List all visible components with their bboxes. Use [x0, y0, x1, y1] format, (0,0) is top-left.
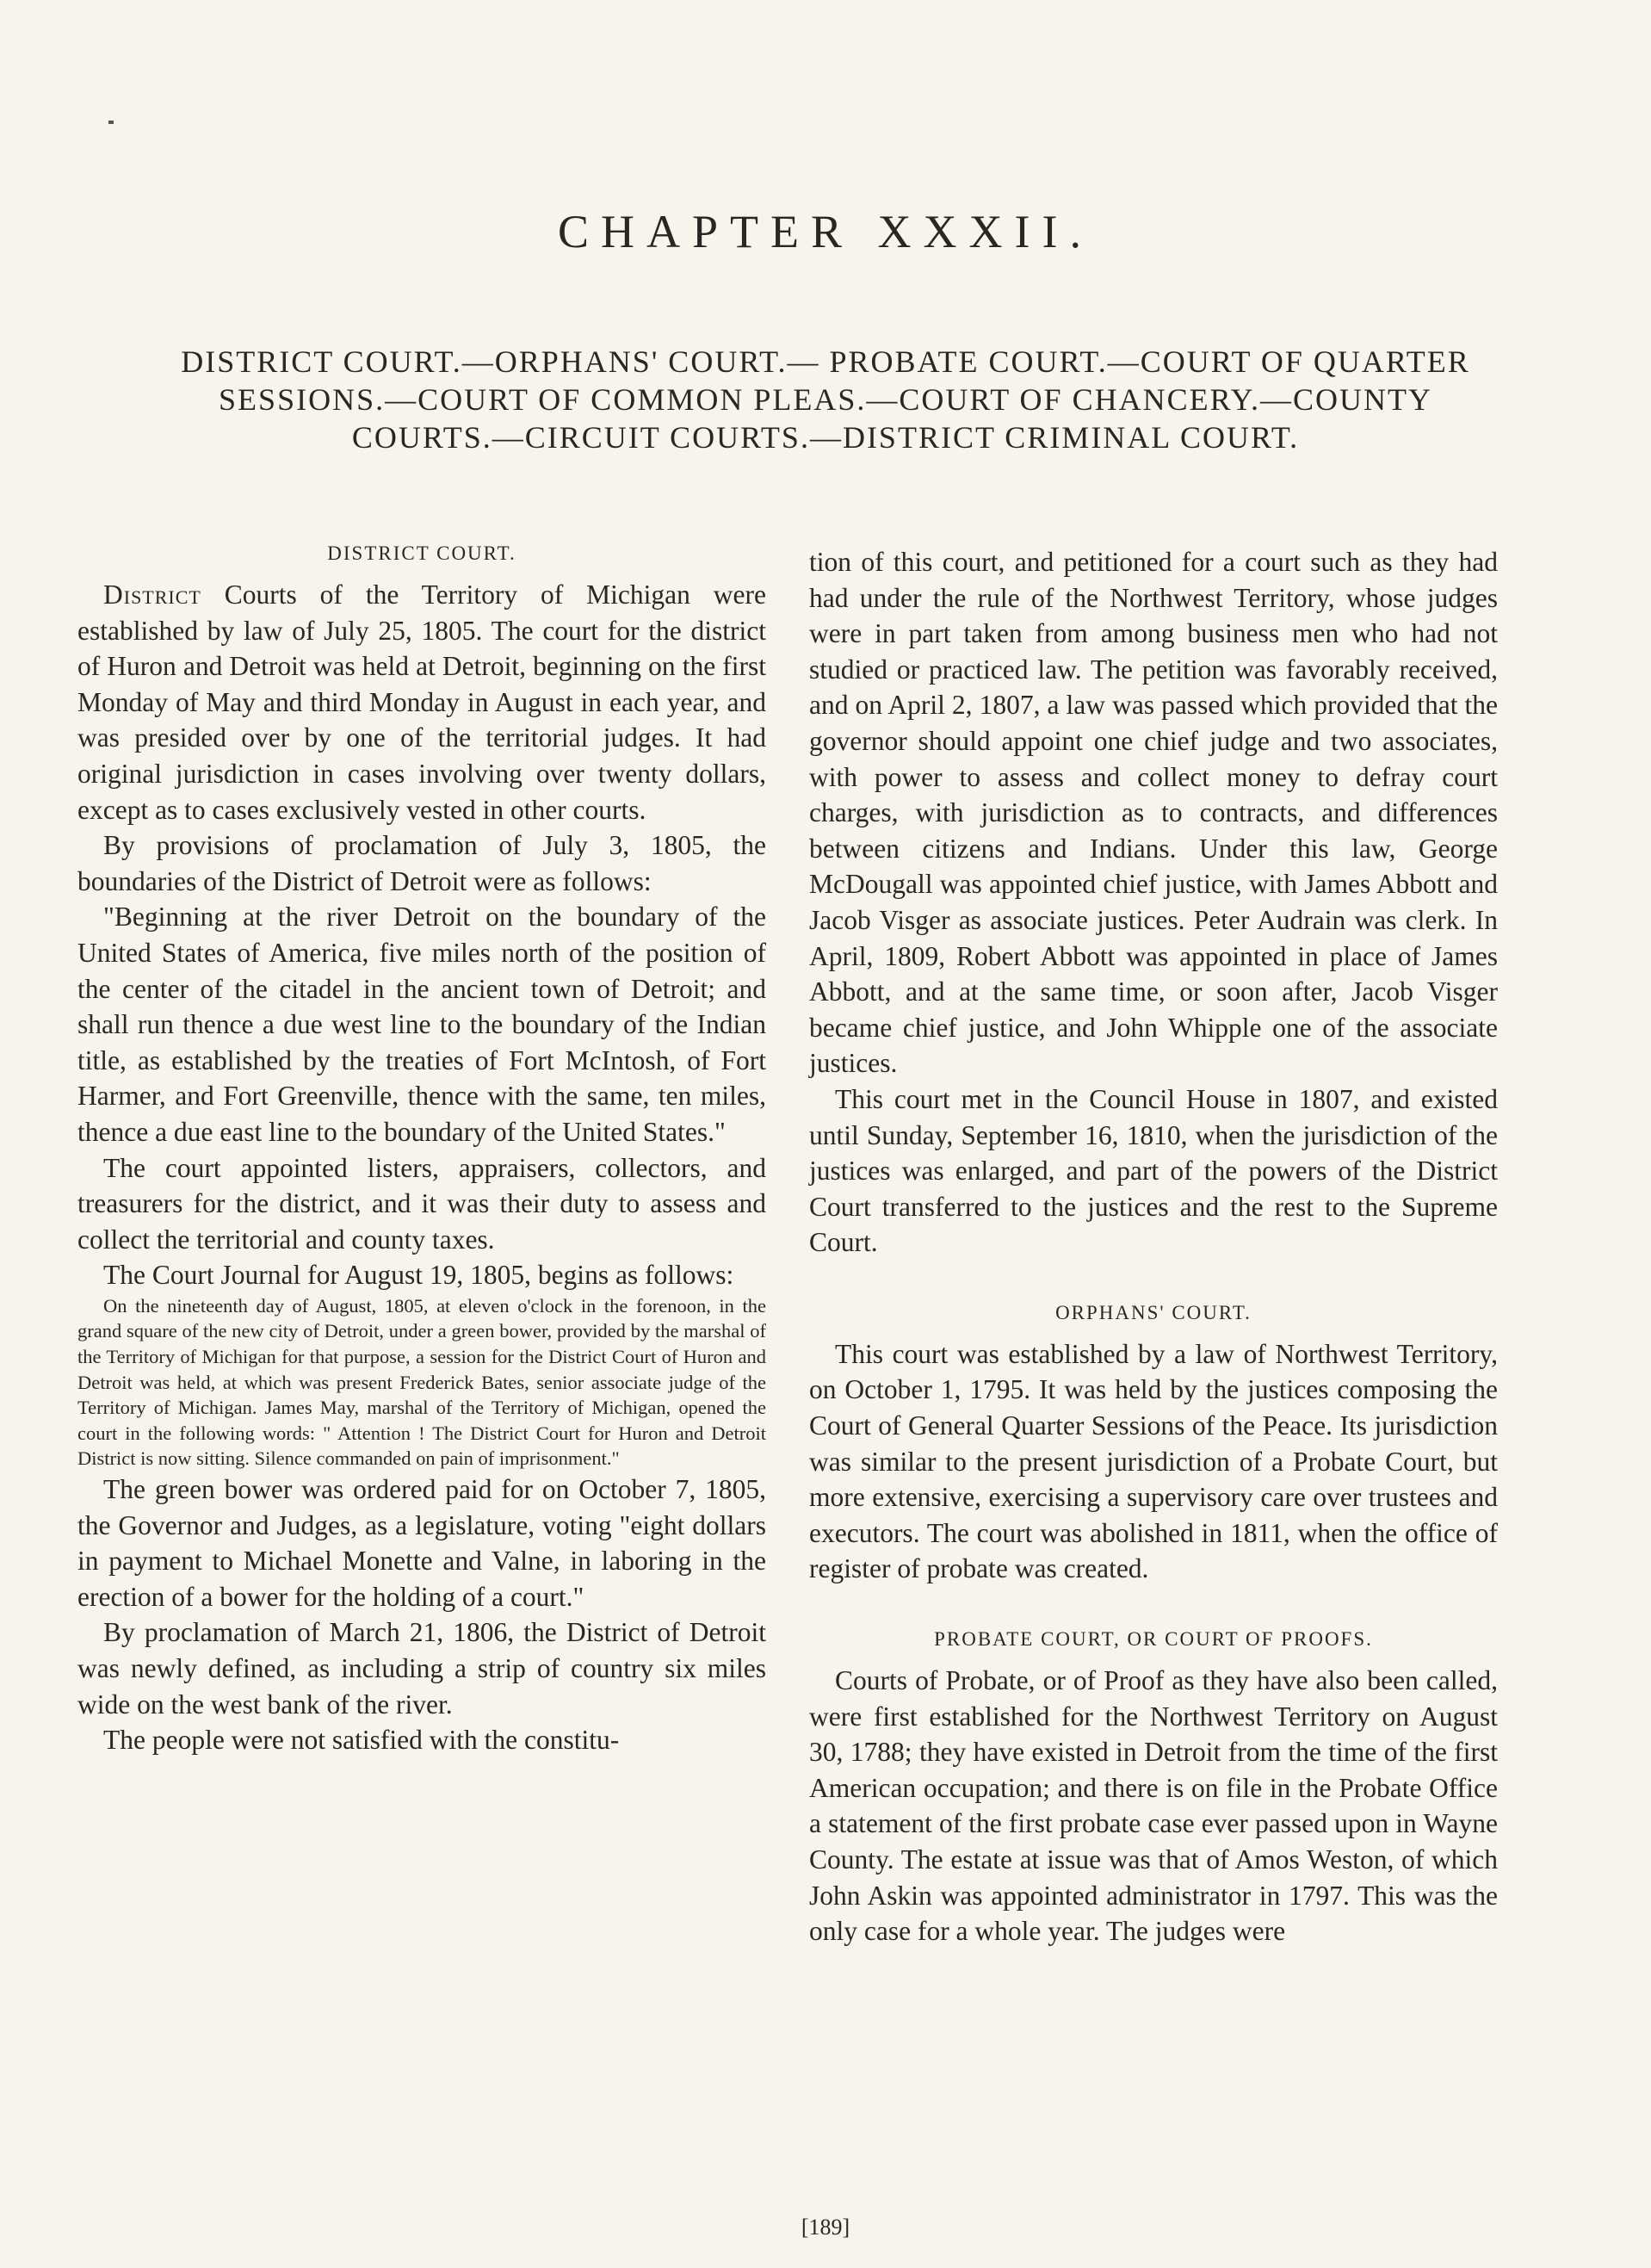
- paragraph: By provisions of proclamation of July 3, 1805, the boundaries of the District of Detroit were as follows:: [77, 830, 766, 896]
- paragraph: This court met in the Council House in 1807, and existed until Sunday, September 16, 1810, when the jurisdiction of the justices was enlarged, and part of the powers of the District Court transferred to the justices and the rest to the Supreme Court.: [809, 1083, 1498, 1258]
- paragraph: The court appointed listers, appraisers, collectors, and treasurers for the district, and it was their duty to assess and collect the territorial and county taxes.: [77, 1152, 766, 1255]
- section-heading-probate-court: PROBATE COURT, OR COURT OF PROOFS.: [934, 1628, 1373, 1651]
- section-heading-district-court: DISTRICT COURT.: [327, 542, 516, 564]
- chapter-subtitle: [77, 343, 1574, 456]
- paragraph: This court was established by a law of Northwest Territory, on October 1, 1795. It was held by the justices composing the Court of General Quarter Sessions of the Peace. Its jurisdiction was similar to the present jurisdiction of a Probate Court, but more extensive, exercising a supervisory care over trustees and executors. The court was abolished in 1811, when the office of register of probate was created.: [809, 1338, 1498, 1584]
- ink-speck: [108, 121, 114, 124]
- chapter-title: CHAPTER XXXII.: [558, 206, 1093, 257]
- paragraph: The people were not satisfied with the constitu-: [103, 1725, 620, 1756]
- paragraph: The green bower was ordered paid for on October 7, 1805, the Governor and Judges, as a legislature, voting "eight dollars in payment to Michael Monette and Valne, in laboring in the erection of a bower for the holding of a court.": [77, 1474, 766, 1612]
- paragraph: By proclamation of March 21, 1806, the District of Detroit was newly defined, as including a strip of country six miles wide on the west bank of the river.: [77, 1617, 766, 1720]
- block-quote: On the nineteenth day of August, 1805, at eleven o'clock in the forenoon, in the grand square of the new city of Detroit, under a green bower, provided by the marshal of the Territory of Michigan for that purpose, a session for the District Court of Huron and Detroit was held, at which was present Frederick Bates, senior associate judge of the Territory of Michigan. James May, marshal of the Territory of Michigan, opened the court in the following words: " Attention ! The District Court for Huron and Detroit District is now sitting. Silence commanded on pain of imprisonment.": [77, 1294, 766, 1470]
- subtitle-line: COURTS.—CIRCUIT COURTS.—DISTRICT CRIMINAL COURT.: [351, 420, 1300, 455]
- page-number: [189]: [801, 2215, 850, 2240]
- section-heading-orphans-court: ORPHANS' COURT.: [1055, 1301, 1252, 1323]
- drop-lead: District: [103, 579, 201, 610]
- paragraph: Courts of Probate, or of Proof as they have also been called, were first established for the Northwest Territory on August 30, 1788; they have existed in Detroit from the time of the first American occupation; and there is on file in the Probate Office a statement of the first probate case ever passed upon in Wayne County. The estate at issue was that of Amos Weston, of which John Askin was appointed administrator in 1797. This was the only case for a whole year. The judges were: [809, 1665, 1498, 1947]
- paragraph: [77, 577, 766, 827]
- subtitle-line: DISTRICT COURT.—ORPHANS' COURT.— PROBATE COURT.—COURT OF QUARTER: [181, 344, 1470, 379]
- paragraph-text: Courts of the Territory of Michigan were established by law of July 25, 1805. The court for the district of Huron and Detroit was held at Detroit, beginning on the first Monday of May and third Monday in August in each year, and was presided over by one of the territorial judges. It had original jurisdiction in cases involving over twenty dollars, except as to cases exclusively vested in other courts.: [77, 579, 766, 825]
- right-column: [809, 544, 1498, 1949]
- paragraph: The Court Journal for August 19, 1805, begins as follows:: [103, 1260, 734, 1291]
- paragraph: tion of this court, and petitioned for a court such as they had had under the rule of the Northwest Territory, whose judges were in part taken from among business men who had not studied or practiced law. The petition was favorably received, and on April 2, 1807, a law was passed which provided that the governor should appoint one chief judge and two associates, with power to assess and collect money to defray court charges, with jurisdiction as to contracts, and differences between citizens and Indians. Under this law, George McDougall was appointed chief justice, with James Abbott and Jacob Visger as associate justices. Peter Audrain was clerk. In April, 1809, Robert Abbott was appointed in place of James Abbott, and at the same time, or soon after, Jacob Visger became chief justice, and John Whipple one of the associate justices.: [809, 547, 1498, 1079]
- paragraph: "Beginning at the river Detroit on the boundary of the United States of America, five miles north of the position of the center of the citadel in the ancient town of Detroit; and shall run thence a due west line to the boundary of the Indian title, as established by the treaties of Fort McIntosh, of Fort Harmer, and Fort Greenville, thence with the same, ten miles, thence a due east line to the boundary of the United States.": [77, 902, 766, 1147]
- subtitle-line: SESSIONS.—COURT OF COMMON PLEAS.—COURT OF CHANCERY.—COUNTY: [219, 382, 1432, 417]
- left-column: [77, 539, 766, 1758]
